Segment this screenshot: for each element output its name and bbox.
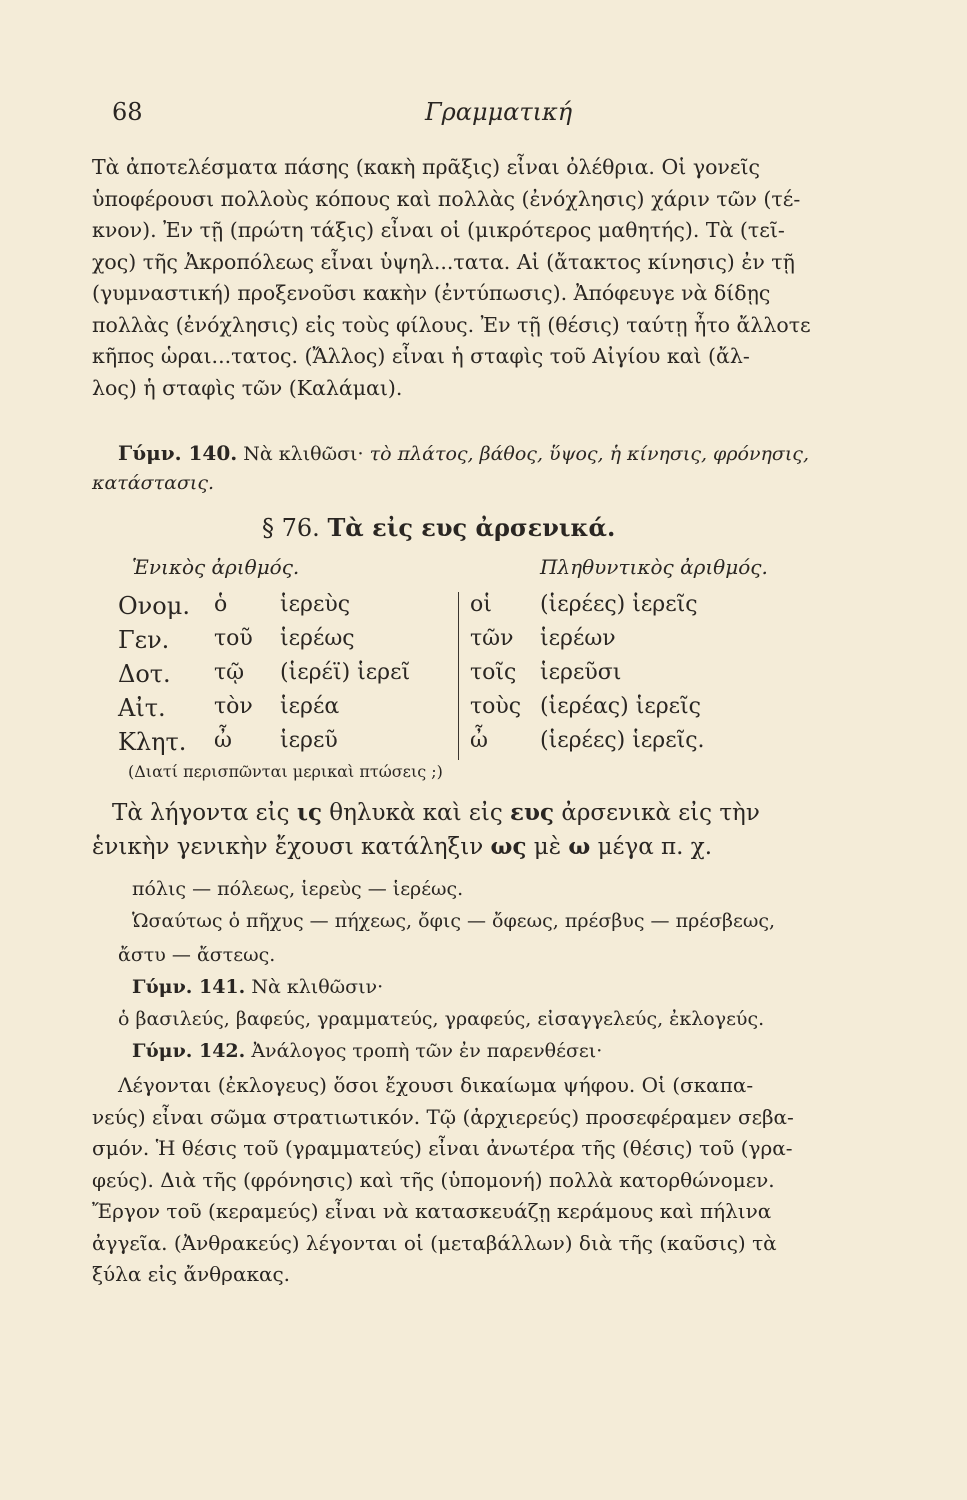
exercise-140 xyxy=(118,438,878,470)
text-line: λος) ἡ σταφὶς τῶν (Καλάμαι). xyxy=(92,375,403,400)
singular-form: (ἱερέϊ) ἱερεῖ xyxy=(280,660,411,685)
text-line: πολλὰς (ἐνόχλησις) εἰς τοὺς φίλους. Ἐν τῇ (θέσις) ταύτῃ ἦτο ἄλλοτε xyxy=(92,312,811,337)
declension-table xyxy=(118,592,758,762)
final-paragraph xyxy=(92,1070,858,1291)
intro-paragraph xyxy=(92,152,852,404)
singular-article: ὦ xyxy=(214,728,232,753)
rule-line xyxy=(92,830,872,864)
rule-text: ἀρσενικὰ εἰς τὴν xyxy=(561,800,760,826)
exercise-instruction: Νὰ κλιθῶσι· xyxy=(243,443,364,465)
page-number: 68 xyxy=(112,98,143,126)
singular-form: ἱερέα xyxy=(280,694,340,719)
text-line: ὑποφέρουσι πολλοὺς κόπους καὶ πολλὰς (ἐνόχλησις) χάριν τῶν (τέ- xyxy=(92,186,801,211)
table-row xyxy=(118,660,758,694)
text-line: σμόν. Ἡ θέσις τοῦ (γραμματεύς) εἶναι ἀνωτέρα τῆς (θέσις) τοῦ (γρα- xyxy=(92,1136,793,1160)
rule-line xyxy=(112,796,872,830)
text-line: (γυμναστική) προξενοῦσι κακὴν (ἐντύπωσις). Ἀπόφευγε νὰ δίδῃς xyxy=(92,281,771,305)
singular-article: τὸν xyxy=(214,694,253,719)
text-line: Τὰ ἀποτελέσματα πάσης (κακὴ πρᾶξις) εἶναι ὀλέθρια. Οἱ γονεῖς xyxy=(92,155,761,179)
exercise-141 xyxy=(132,976,383,998)
exercise-label: Γύμν. 140. xyxy=(118,441,238,465)
rule-text: Τὰ λήγοντα εἰς xyxy=(112,800,290,826)
plural-form: (ἱερέες) ἱερεῖς xyxy=(540,592,698,617)
exercise-141-words: ὁ βασιλεύς, βαφεύς, γραμματεύς, γραφεύς, εἰσαγγελεύς, ἐκλογεύς. xyxy=(118,1008,765,1030)
exercise-label: Γύμν. 141. xyxy=(132,976,246,998)
plural-article: ὦ xyxy=(470,728,488,753)
exercise-142 xyxy=(132,1040,602,1062)
running-title: Γραμματική xyxy=(425,98,573,126)
table-row xyxy=(118,728,758,762)
rule-ending: ως xyxy=(490,833,527,860)
example-line: πόλις — πόλεως, ἱερεὺς — ἱερέως. xyxy=(132,878,464,900)
text-line: κῆπος ὡραι...τατος. (Ἄλλος) εἶναι ἡ σταφὶς τοῦ Αἰγίου καὶ (ἄλ- xyxy=(92,344,750,368)
singular-form: ἱερέως xyxy=(280,626,355,651)
table-row xyxy=(118,592,758,626)
case-name: Αἰτ. xyxy=(118,694,166,722)
plural-article: τοὺς xyxy=(470,694,522,719)
exercise-140-cont xyxy=(92,468,852,499)
text-line: φεύς). Διὰ τῆς (φρόνησις) καὶ τῆς (ὑπομονή) πολλὰ κατορθώνομεν. xyxy=(92,1167,775,1192)
singular-article: ὁ xyxy=(214,592,228,617)
rule-ending: ις xyxy=(296,799,322,826)
table-row xyxy=(118,626,758,660)
singular-article: τῷ xyxy=(214,660,245,685)
plural-form: (ἱερέες) ἱερεῖς. xyxy=(540,728,705,753)
example-line: ἄστυ — ἄστεως. xyxy=(118,944,276,966)
exercise-instruction: Ἀνάλογος τροπὴ τῶν ἐν παρενθέσει· xyxy=(251,1040,603,1062)
text-line: χος) τῆς Ἀκροπόλεως εἶναι ὑψηλ...τατα. Αἱ (ἄτακτος κίνησις) ἐν τῇ xyxy=(92,249,795,274)
case-name: Δοτ. xyxy=(118,660,171,688)
rule-text: θηλυκὰ καὶ εἰς xyxy=(329,800,503,826)
exercise-instruction: Νὰ κλιθῶσιν· xyxy=(251,976,384,998)
rule-text: ἑνικὴν γενικὴν ἔχουσι κατάληξιν xyxy=(92,834,484,860)
singular-form: ἱερεῦ xyxy=(280,728,338,753)
rule-ending: ω xyxy=(568,833,591,860)
plural-heading: Πληθυντικὸς ἀριθμός. xyxy=(540,555,768,579)
plural-article: τῶν xyxy=(470,626,514,651)
singular-article: τοῦ xyxy=(214,626,253,651)
rule-text: μέγα π. χ. xyxy=(597,834,713,860)
case-name: Κλητ. xyxy=(118,728,187,756)
singular-form: ἱερεὺς xyxy=(280,592,351,617)
plural-form: (ἱερέας) ἱερεῖς xyxy=(540,694,701,719)
rule-text: μὲ xyxy=(533,834,562,860)
section-heading xyxy=(262,513,615,542)
exercise-label: Γύμν. 142. xyxy=(132,1040,246,1062)
text-line: Λέγονται (ἐκλογευς) ὅσοι ἔχουσι δικαίωμα ψήφου. Οἱ (σκαπα- xyxy=(118,1073,754,1097)
exercise-words: τὸ πλάτος, βάθος, ὕψος, ἡ κίνησις, φρόνησις, xyxy=(369,443,809,465)
section-title: Τὰ εἰς ευς ἀρσενικά. xyxy=(327,513,616,542)
question-note: (Διατί περισπῶνται μερικαὶ πτώσεις ;) xyxy=(128,762,443,781)
rule-paragraph xyxy=(92,796,872,864)
exercise-words: κατάστασις. xyxy=(92,472,215,494)
plural-article: οἱ xyxy=(470,592,492,617)
text-line: νεύς) εἶναι σῶμα στρατιωτικόν. Τῷ (ἀρχιερεύς) προσεφέραμεν σεβα- xyxy=(92,1104,794,1129)
case-name: Γεν. xyxy=(118,626,170,654)
rule-ending: ευς xyxy=(510,799,554,826)
text-line: ἀγγεῖα. (Ἀνθρακεύς) λέγονται οἱ (μεταβάλλων) διὰ τῆς (καῦσις) τὰ xyxy=(92,1230,777,1255)
text-line: κνον). Ἐν τῇ (πρώτη τάξις) εἶναι οἱ (μικρότερος μαθητής). Τὰ (τεῖ- xyxy=(92,218,785,242)
singular-heading: Ἑνικὸς ἀριθμός. xyxy=(132,555,300,579)
text-line: Ἔργον τοῦ (κεραμεύς) εἶναι νὰ κατασκευάζῃ κεράμους καὶ πήλινα xyxy=(92,1199,772,1223)
section-number: § 76. xyxy=(262,514,320,542)
example-line: Ὡσαύτως ὁ πῆχυς — πήχεως, ὄφις — ὄφεως, πρέσβυς — πρέσβεως, xyxy=(132,910,776,932)
text-line: ξύλα εἰς ἄνθρακας. xyxy=(92,1262,291,1286)
plural-form: ἱερέων xyxy=(540,626,616,651)
case-name: Ονομ. xyxy=(118,592,190,620)
plural-article: τοῖς xyxy=(470,660,517,685)
table-row xyxy=(118,694,758,728)
plural-form: ἱερεῦσι xyxy=(540,660,622,685)
